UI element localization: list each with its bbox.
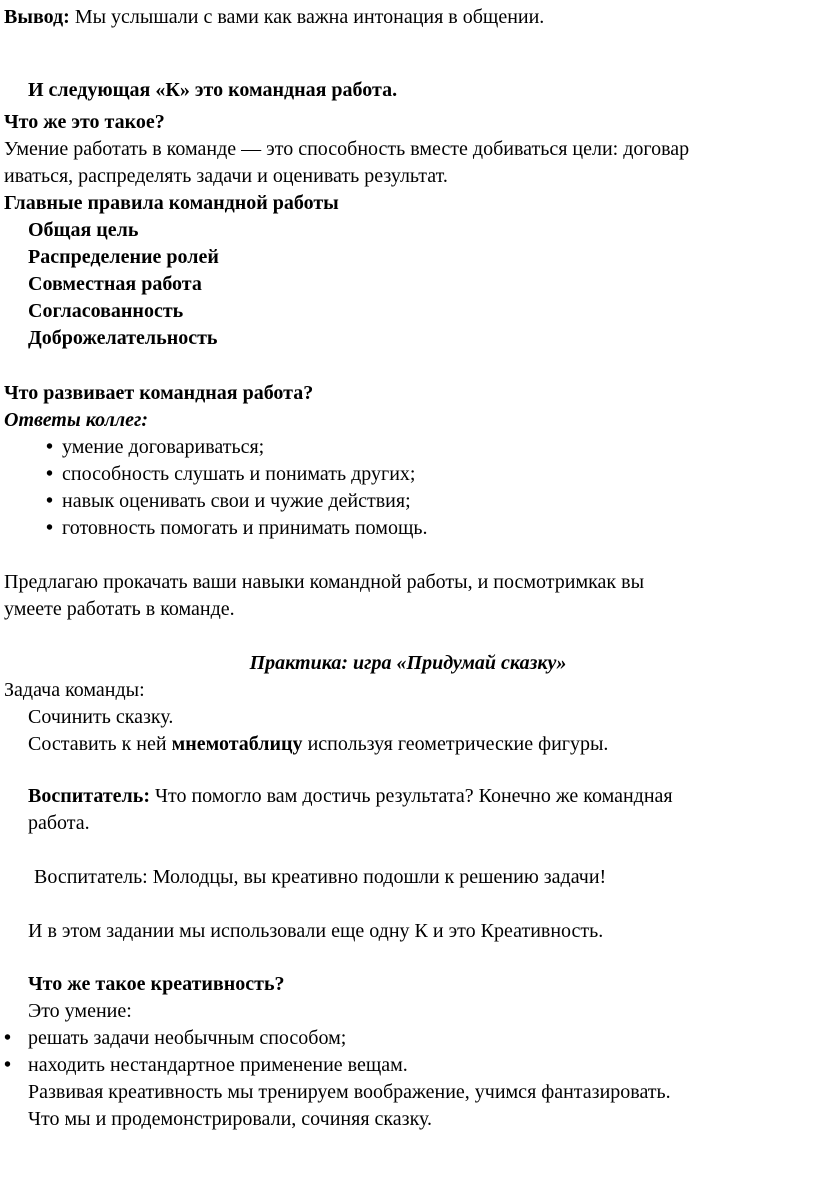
next-k-heading: И следующая «К» это командная работа. [28,79,398,101]
list-item: находить нестандартное применение вещам. [28,1054,408,1076]
definition-line-1: Умение работать в команде — это способность вместе добиваться цели: договар [4,138,690,160]
rule-item: Общая цель [28,219,139,241]
task-item-text: Составить к ней [28,733,172,755]
task-item: Сочинить сказку. [28,706,174,728]
bullet-icon: • [46,490,54,512]
teacher-line-2: работа. [28,812,90,834]
definition-line-2: иваться, распределять задачи и оценивать результат. [4,165,448,187]
what-is-it-question: Что же это такое? [4,111,165,133]
list-item: умение договариваться; [62,436,265,458]
conclusion-label: Вывод: [4,6,70,28]
rule-item: Доброжелательность [28,327,218,349]
another-k-line: И в этом задании мы использовали еще одну К и это Креативность. [28,920,604,942]
bullet-icon: • [4,1054,12,1076]
task-label: Задача команды: [4,679,145,701]
rules-title: Главные правила командной работы [4,192,339,214]
creativity-intro: Это умение: [28,1000,132,1022]
rule-item: Согласованность [28,300,184,322]
task-item-bold: мнемотаблицу [171,733,303,755]
answers-label: Ответы коллег: [4,409,149,431]
rule-item: Совместная работа [28,273,202,295]
conclusion-line [4,4,544,31]
list-item: навык оценивать свои и чужие действия; [62,490,411,512]
creativity-line-2: Что мы и продемонстрировали, сочиняя сказку. [28,1108,433,1130]
teacher-label: Воспитатель: [28,785,150,807]
task-item [28,731,608,758]
rule-item: Распределение ролей [28,246,219,268]
teacher-line-1 [28,783,673,810]
list-item: готовность помогать и принимать помощь. [62,517,428,539]
teacher-text: Что помогло вам достичь результата? Конечно же командная [149,785,673,807]
bullet-icon: • [46,463,54,485]
bullet-icon: • [4,1027,12,1049]
develops-question: Что развивает командная работа? [4,382,314,404]
list-item: решать задачи необычным способом; [28,1027,347,1049]
teacher-praise: Воспитатель: Молодцы, вы креативно подошли к решению задачи! [34,866,607,888]
offer-line-1: Предлагаю прокачать ваши навыки командной работы, и посмотримкак вы [4,571,644,593]
practice-title: Практика: игра «Придумай сказку» [249,652,567,674]
bullet-icon: • [46,436,54,458]
creativity-question: Что же такое креативность? [28,973,285,995]
creativity-line-1: Развивая креативность мы тренируем воображение, учимся фантазировать. [28,1081,671,1103]
offer-line-2: умеете работать в команде. [4,598,235,620]
list-item: способность слушать и понимать других; [62,463,416,485]
bullet-icon: • [46,517,54,539]
conclusion-text: Мы услышали с вами как важна интонация в общении. [69,6,545,28]
task-item-text: используя геометрические фигуры. [302,733,609,755]
